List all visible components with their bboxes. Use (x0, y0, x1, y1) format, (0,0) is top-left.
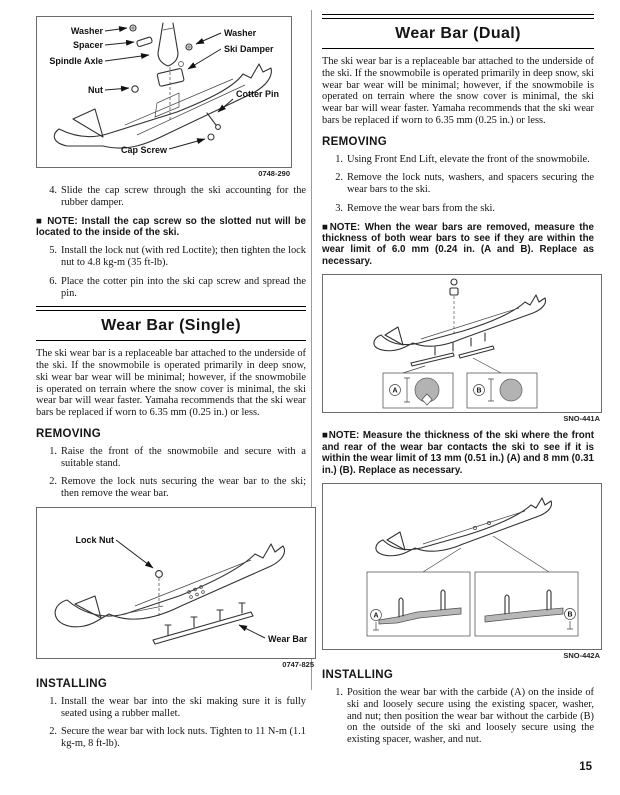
step-number: 1. (49, 445, 57, 457)
subheading-installing: INSTALLING (36, 677, 108, 690)
step (328, 172, 594, 196)
ski-exploded-drawing-icon (37, 17, 291, 167)
fig1-label-spindle-axle: Spindle Axle (49, 56, 103, 66)
note: ■NOTE: When the wear bars are removed, measure the thickness of both wear bars to see if they are within the wear limit of 6.0 mm (0.24 in. (A and B). Replace as necessary. (322, 221, 594, 267)
subheading-removing: REMOVING (36, 427, 102, 440)
step-text: Raise the front of the snowmobile and secure with a suitable stand. (61, 445, 306, 469)
subheading-installing: INSTALLING (322, 669, 394, 682)
figure-ski-hardware-exploded (36, 16, 292, 168)
note: ■ NOTE: Install the cap screw so the slotted nut will be located to the inside of the ski. (36, 215, 306, 238)
step-number: 1. (335, 153, 343, 165)
section-rule-double (36, 306, 306, 311)
step-text: Slide the cap screw through the ski accounting for the rubber damper. (61, 185, 306, 208)
fig1-label-nut: Nut (88, 85, 103, 95)
fig1-label-cotter-pin: Cotter Pin (236, 89, 280, 99)
step-number: 1. (335, 687, 343, 699)
ski-wear-bar-drawing-icon (37, 508, 315, 658)
fig4-callout-a: A (373, 612, 379, 620)
section-title: Wear Bar (Single) (101, 317, 241, 335)
fig1-label-spacer: Spacer (72, 40, 103, 50)
step-number: 1. (49, 695, 57, 707)
step (328, 154, 594, 166)
step-number: 2. (49, 726, 57, 738)
section-title: Wear Bar (Dual) (395, 25, 521, 42)
step (42, 696, 306, 720)
left-column (36, 0, 314, 757)
step-text: Install the wear bar into the ski making sure it is fully seated using a rubber mallet. (61, 695, 306, 719)
step (42, 276, 306, 300)
step-text: Place the cotter pin into the ski cap screw and spread the pin. (61, 275, 306, 299)
subheading-removing: REMOVING (322, 135, 388, 148)
section-rule-double (322, 14, 594, 19)
fig1-label-washer-left: Washer (70, 26, 103, 36)
ski-wear-limit-drawing-icon (323, 484, 601, 649)
step-number: 6. (49, 275, 57, 287)
step-number: 5. (49, 245, 57, 257)
step-number: 4. (49, 185, 57, 196)
figure-id: SNO-442A (563, 651, 600, 661)
step-number: 2. (49, 476, 57, 488)
figure-id: 0747-825 (282, 659, 314, 669)
paragraph: The ski wear bar is a replaceable bar attached to the underside of the ski. If the snowmobile is operated primarily in deep snow, ski wear bar wear will be minimal; however, if the snowmobile is operated on terrain where the snow cover is minimal, the ski wear bar will wear faster. Yamaha recommends that the ski wear bars be replaced if worn to 6.35 mm (0.25 in.) or less. (322, 56, 594, 126)
step (42, 476, 306, 500)
right-column (322, 0, 600, 753)
fig2-label-wear-bar: Wear Bar (268, 633, 308, 644)
step-number: 3. (335, 202, 343, 214)
fig2-label-lock-nut: Lock Nut (75, 534, 114, 545)
step (42, 446, 306, 470)
step-text: Using Front End Lift, elevate the front of the snowmobile. (347, 153, 590, 165)
step (328, 687, 594, 746)
figure-ski-wear-bar (36, 507, 316, 659)
step-number: 2. (335, 172, 343, 184)
paragraph: The ski wear bar is a replaceable bar attached to the underside of the ski. If the snowmobile is operated primarily in deep snow, ski wear bar wear will be minimal; however, if the snowmobile is operated on terrain where the snow cover is minimal, the ski wear bar will wear faster. Yamaha recommends that the ski wear bars be replaced if worn to 6.35 mm (0.25 in.) or less. (36, 348, 306, 419)
figure-id: 0748-290 (258, 169, 290, 178)
step-text: Remove the lock nuts, washers, and spacers securing the wear bars to the ski. (347, 172, 594, 195)
step (42, 245, 306, 269)
section-rule-single (322, 48, 594, 49)
section-rule-single (36, 340, 306, 341)
fig1-label-ski-damper: Ski Damper (224, 44, 274, 54)
fig4-callout-b: B (567, 611, 573, 619)
step (328, 203, 594, 215)
step-text: Remove the wear bars from the ski. (347, 202, 496, 214)
figure-ski-wear-limit (322, 483, 602, 650)
step-text: Secure the wear bar with lock nuts. Tighten to 11 N-m (1.1 kg-m, 8 ft-lb). (61, 726, 306, 750)
figure-id: SNO-441A (563, 414, 600, 424)
fig1-label-washer-right: Washer (224, 28, 257, 38)
step-text: Install the lock nut (with red Loctite); then tighten the lock nut to 4.8 kg-m (35 ft-lb). (61, 245, 306, 269)
figure-wear-bar-thickness (322, 274, 602, 413)
fig3-callout-a: A (392, 387, 398, 395)
step-text: Position the wear bar with the carbide (A) on the inside of ski and loosely secure using the existing spacer, washer, and nut; then position the wear bar without the carbide (B) on the outside of the ski and loosely secure using the existing spacer, washer, and nut. (347, 687, 594, 746)
fig1-label-cap-screw: Cap Screw (120, 145, 167, 155)
step (42, 726, 306, 750)
wear-bar-thickness-drawing-icon (323, 275, 601, 412)
step-text: Remove the lock nuts securing the wear bar to the ski; then remove the wear bar. (61, 476, 306, 500)
note: ■NOTE: Measure the thickness of the ski where the front and rear of the wear bar contacts the ski to see if it is within the wear limit of 13 mm (0.51 in.) (A) and 8 mm (0.31 in.) (B). Replace as necessary. (322, 430, 594, 476)
fig3-callout-b: B (476, 387, 482, 395)
step (42, 185, 306, 209)
page-number: 15 (579, 761, 592, 773)
